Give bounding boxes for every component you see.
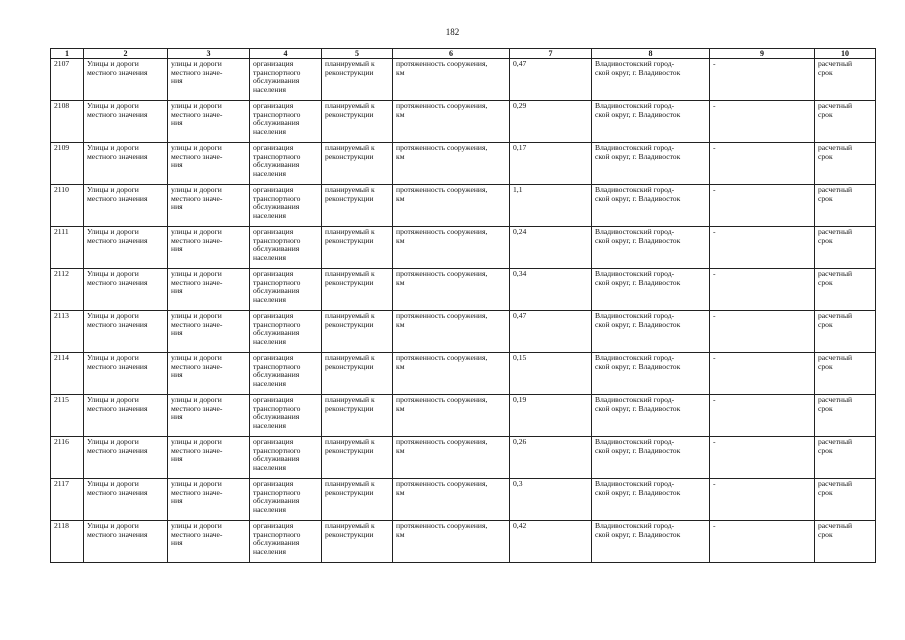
cell-purpose: организация транспортного обслуживания населения bbox=[250, 227, 322, 269]
cell-characteristic: протяженность сооружения, км bbox=[393, 227, 510, 269]
cell-type: улицы и дороги местного значе- ния bbox=[168, 59, 250, 101]
cell-status: планируемый к реконструкции bbox=[322, 101, 393, 143]
cell-location: Владивостокский город- ской округ, г. Владивосток bbox=[592, 479, 710, 521]
cell-term: расчетный срок bbox=[815, 479, 876, 521]
cell-name: Улицы и дороги местного значения bbox=[84, 143, 168, 185]
cell-status: планируемый к реконструкции bbox=[322, 437, 393, 479]
cell-purpose: организация транспортного обслуживания населения bbox=[250, 311, 322, 353]
table-row bbox=[51, 479, 876, 521]
cell-characteristic: протяженность сооружения, км bbox=[393, 311, 510, 353]
cell-characteristic: протяженность сооружения, км bbox=[393, 143, 510, 185]
table-row bbox=[51, 59, 876, 101]
cell-value: 0,19 bbox=[510, 395, 592, 437]
column-header: 2 bbox=[84, 49, 168, 59]
cell-purpose: организация транспортного обслуживания населения bbox=[250, 521, 322, 563]
column-header: 4 bbox=[250, 49, 322, 59]
column-header: 1 bbox=[51, 49, 84, 59]
cell-status: планируемый к реконструкции bbox=[322, 59, 393, 101]
cell-zone: - bbox=[710, 521, 815, 563]
cell-value: 0,34 bbox=[510, 269, 592, 311]
cell-id: 2114 bbox=[51, 353, 84, 395]
cell-location: Владивостокский город- ской округ, г. Владивосток bbox=[592, 437, 710, 479]
cell-name: Улицы и дороги местного значения bbox=[84, 311, 168, 353]
cell-status: планируемый к реконструкции bbox=[322, 269, 393, 311]
table-row bbox=[51, 353, 876, 395]
cell-type: улицы и дороги местного значе- ния bbox=[168, 353, 250, 395]
cell-name: Улицы и дороги местного значения bbox=[84, 269, 168, 311]
cell-name: Улицы и дороги местного значения bbox=[84, 353, 168, 395]
cell-type: улицы и дороги местного значе- ния bbox=[168, 185, 250, 227]
cell-purpose: организация транспортного обслуживания населения bbox=[250, 143, 322, 185]
table-row bbox=[51, 395, 876, 437]
cell-type: улицы и дороги местного значе- ния bbox=[168, 437, 250, 479]
cell-location: Владивостокский город- ской округ, г. Владивосток bbox=[592, 143, 710, 185]
cell-type: улицы и дороги местного значе- ния bbox=[168, 479, 250, 521]
cell-purpose: организация транспортного обслуживания населения bbox=[250, 353, 322, 395]
cell-status: планируемый к реконструкции bbox=[322, 143, 393, 185]
cell-location: Владивостокский город- ской округ, г. Владивосток bbox=[592, 521, 710, 563]
cell-zone: - bbox=[710, 395, 815, 437]
cell-type: улицы и дороги местного значе- ния bbox=[168, 227, 250, 269]
cell-id: 2107 bbox=[51, 59, 84, 101]
cell-id: 2109 bbox=[51, 143, 84, 185]
cell-type: улицы и дороги местного значе- ния bbox=[168, 101, 250, 143]
cell-id: 2108 bbox=[51, 101, 84, 143]
cell-zone: - bbox=[710, 59, 815, 101]
cell-term: расчетный срок bbox=[815, 269, 876, 311]
cell-status: планируемый к реконструкции bbox=[322, 479, 393, 521]
column-header: 7 bbox=[510, 49, 592, 59]
cell-location: Владивостокский город- ской округ, г. Владивосток bbox=[592, 395, 710, 437]
page-number: 182 bbox=[445, 27, 460, 37]
cell-type: улицы и дороги местного значе- ния bbox=[168, 143, 250, 185]
cell-id: 2117 bbox=[51, 479, 84, 521]
cell-zone: - bbox=[710, 227, 815, 269]
cell-characteristic: протяженность сооружения, км bbox=[393, 479, 510, 521]
cell-purpose: организация транспортного обслуживания населения bbox=[250, 479, 322, 521]
cell-characteristic: протяженность сооружения, км bbox=[393, 101, 510, 143]
cell-type: улицы и дороги местного значе- ния bbox=[168, 395, 250, 437]
header-row bbox=[51, 49, 876, 59]
cell-value: 0,26 bbox=[510, 437, 592, 479]
cell-location: Владивостокский город- ской округ, г. Владивосток bbox=[592, 59, 710, 101]
cell-purpose: организация транспортного обслуживания населения bbox=[250, 101, 322, 143]
cell-type: улицы и дороги местного значе- ния bbox=[168, 311, 250, 353]
cell-value: 0,42 bbox=[510, 521, 592, 563]
cell-status: планируемый к реконструкции bbox=[322, 185, 393, 227]
cell-location: Владивостокский город- ской округ, г. Владивосток bbox=[592, 353, 710, 395]
cell-zone: - bbox=[710, 269, 815, 311]
table-row bbox=[51, 521, 876, 563]
cell-id: 2111 bbox=[51, 227, 84, 269]
table-row bbox=[51, 185, 876, 227]
cell-value: 1,1 bbox=[510, 185, 592, 227]
table-row bbox=[51, 311, 876, 353]
cell-term: расчетный срок bbox=[815, 395, 876, 437]
cell-id: 2115 bbox=[51, 395, 84, 437]
cell-value: 0,29 bbox=[510, 101, 592, 143]
column-header: 3 bbox=[168, 49, 250, 59]
cell-name: Улицы и дороги местного значения bbox=[84, 185, 168, 227]
cell-characteristic: протяженность сооружения, км bbox=[393, 59, 510, 101]
cell-name: Улицы и дороги местного значения bbox=[84, 101, 168, 143]
column-header: 5 bbox=[322, 49, 393, 59]
cell-name: Улицы и дороги местного значения bbox=[84, 479, 168, 521]
cell-characteristic: протяженность сооружения, км bbox=[393, 437, 510, 479]
table-body bbox=[51, 59, 876, 563]
column-header: 9 bbox=[710, 49, 815, 59]
cell-zone: - bbox=[710, 353, 815, 395]
column-header: 10 bbox=[815, 49, 876, 59]
cell-purpose: организация транспортного обслуживания населения bbox=[250, 59, 322, 101]
cell-term: расчетный срок bbox=[815, 311, 876, 353]
cell-value: 0,15 bbox=[510, 353, 592, 395]
cell-purpose: организация транспортного обслуживания населения bbox=[250, 185, 322, 227]
cell-name: Улицы и дороги местного значения bbox=[84, 437, 168, 479]
cell-id: 2112 bbox=[51, 269, 84, 311]
cell-id: 2116 bbox=[51, 437, 84, 479]
cell-id: 2110 bbox=[51, 185, 84, 227]
table-row bbox=[51, 143, 876, 185]
cell-zone: - bbox=[710, 101, 815, 143]
cell-name: Улицы и дороги местного значения bbox=[84, 395, 168, 437]
cell-characteristic: протяженность сооружения, км bbox=[393, 269, 510, 311]
cell-characteristic: протяженность сооружения, км bbox=[393, 395, 510, 437]
cell-purpose: организация транспортного обслуживания населения bbox=[250, 395, 322, 437]
cell-term: расчетный срок bbox=[815, 227, 876, 269]
cell-location: Владивостокский город- ской округ, г. Владивосток bbox=[592, 311, 710, 353]
column-header: 6 bbox=[393, 49, 510, 59]
cell-id: 2118 bbox=[51, 521, 84, 563]
table-row bbox=[51, 101, 876, 143]
cell-value: 0,47 bbox=[510, 59, 592, 101]
cell-characteristic: протяженность сооружения, км bbox=[393, 521, 510, 563]
cell-status: планируемый к реконструкции bbox=[322, 395, 393, 437]
cell-term: расчетный срок bbox=[815, 101, 876, 143]
cell-term: расчетный срок bbox=[815, 185, 876, 227]
cell-type: улицы и дороги местного значе- ния bbox=[168, 269, 250, 311]
cell-purpose: организация транспортного обслуживания населения bbox=[250, 269, 322, 311]
cell-status: планируемый к реконструкции bbox=[322, 311, 393, 353]
cell-status: планируемый к реконструкции bbox=[322, 521, 393, 563]
cell-location: Владивостокский город- ской округ, г. Владивосток bbox=[592, 185, 710, 227]
table-row bbox=[51, 437, 876, 479]
cell-zone: - bbox=[710, 479, 815, 521]
cell-term: расчетный срок bbox=[815, 143, 876, 185]
cell-zone: - bbox=[710, 437, 815, 479]
cell-type: улицы и дороги местного значе- ния bbox=[168, 521, 250, 563]
cell-zone: - bbox=[710, 143, 815, 185]
table-row bbox=[51, 269, 876, 311]
cell-name: Улицы и дороги местного значения bbox=[84, 521, 168, 563]
cell-value: 0,24 bbox=[510, 227, 592, 269]
cell-term: расчетный срок bbox=[815, 437, 876, 479]
cell-name: Улицы и дороги местного значения bbox=[84, 59, 168, 101]
cell-id: 2113 bbox=[51, 311, 84, 353]
cell-purpose: организация транспортного обслуживания населения bbox=[250, 437, 322, 479]
cell-zone: - bbox=[710, 311, 815, 353]
column-header: 8 bbox=[592, 49, 710, 59]
cell-location: Владивостокский город- ской округ, г. Владивосток bbox=[592, 101, 710, 143]
cell-location: Владивостокский город- ской округ, г. Владивосток bbox=[592, 227, 710, 269]
cell-term: расчетный срок bbox=[815, 59, 876, 101]
cell-value: 0,17 bbox=[510, 143, 592, 185]
cell-characteristic: протяженность сооружения, км bbox=[393, 353, 510, 395]
cell-location: Владивостокский город- ской округ, г. Владивосток bbox=[592, 269, 710, 311]
cell-zone: - bbox=[710, 185, 815, 227]
cell-status: планируемый к реконструкции bbox=[322, 353, 393, 395]
cell-value: 0,47 bbox=[510, 311, 592, 353]
cell-name: Улицы и дороги местного значения bbox=[84, 227, 168, 269]
cell-status: планируемый к реконструкции bbox=[322, 227, 393, 269]
cell-value: 0,3 bbox=[510, 479, 592, 521]
cell-term: расчетный срок bbox=[815, 521, 876, 563]
cell-term: расчетный срок bbox=[815, 353, 876, 395]
cell-characteristic: протяженность сооружения, км bbox=[393, 185, 510, 227]
table-row bbox=[51, 227, 876, 269]
registry-table bbox=[50, 48, 876, 563]
